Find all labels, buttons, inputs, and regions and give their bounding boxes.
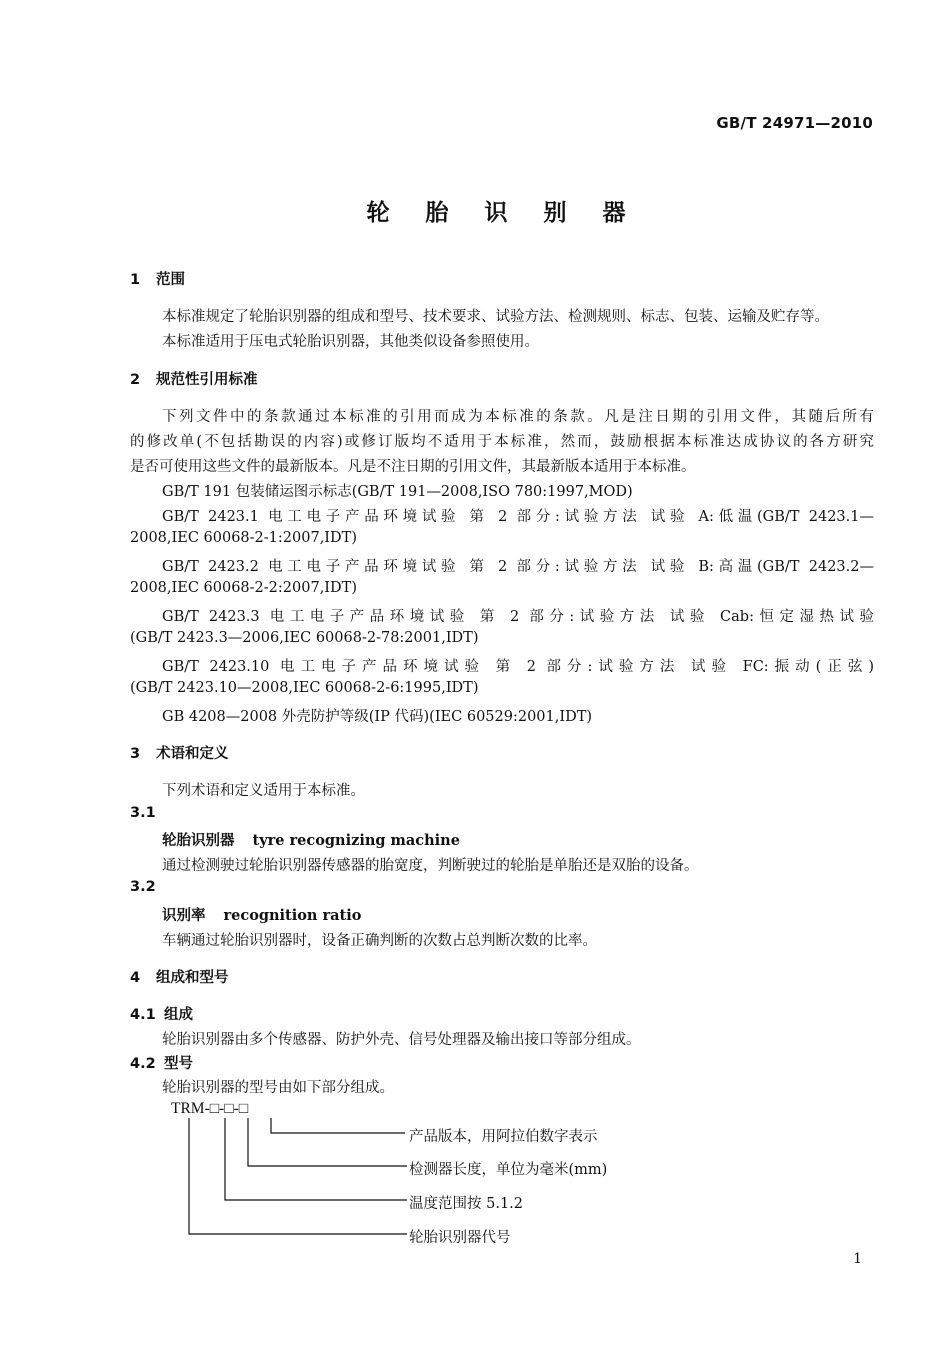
term-english: recognition ratio bbox=[223, 907, 362, 924]
reference-item: GB 4208—2008 外壳防护等级(IP 代码)(IEC 60529:2001,IDT) bbox=[162, 709, 593, 725]
section-2-intro-line-3: 是否可使用这些文件的最新版本。凡是不注日期的引用文件，其最新版本适用于本标准。 bbox=[130, 459, 696, 475]
section-4-2-text: 轮胎识别器的型号由如下部分组成。 bbox=[162, 1080, 394, 1096]
reference-item-cont: 2008,IEC 60068-2-1:2007,IDT) bbox=[130, 530, 357, 546]
term-english: tyre recognizing machine bbox=[252, 832, 460, 849]
model-label-length: 检测器长度，单位为毫米(mm) bbox=[409, 1162, 608, 1178]
term-chinese: 识别率 bbox=[162, 908, 206, 924]
section-title: 规范性引用标准 bbox=[156, 372, 258, 388]
model-label-code: 轮胎识别器代号 bbox=[409, 1230, 511, 1246]
model-label-version: 产品版本，用阿拉伯数字表示 bbox=[409, 1129, 598, 1145]
section-number: 4 bbox=[130, 970, 141, 986]
term-chinese: 轮胎识别器 bbox=[162, 833, 235, 849]
section-number: 4.2 bbox=[130, 1056, 156, 1072]
reference-item: GB/T 2423.10 电工电子产品环境试验 第 2 部分:试验方法 试验 FC:振动(正弦) bbox=[162, 659, 874, 675]
leader-line-code bbox=[189, 1118, 407, 1234]
reference-item-cont: (GB/T 2423.10—2008,IEC 60068-2-6:1995,IDT) bbox=[130, 680, 479, 696]
section-2-intro-line-2: 的修改单(不包括勘误的内容)或修订版均不适用于本标准，然而，鼓励根据本标准达成协议的各方研究 bbox=[130, 434, 874, 450]
section-title: 型号 bbox=[164, 1056, 193, 1072]
leader-line-temperature bbox=[225, 1118, 407, 1200]
page-number: 1 bbox=[853, 1251, 862, 1267]
standard-number: GB/T 24971—2010 bbox=[716, 114, 873, 132]
reference-item: GB/T 2423.3 电工电子产品环境试验 第 2 部分:试验方法 试验 Cab:恒定湿热试验 bbox=[162, 609, 874, 625]
section-title: 组成 bbox=[164, 1007, 193, 1023]
section-title: 组成和型号 bbox=[156, 970, 229, 986]
model-label-temperature: 温度范围按 5.1.2 bbox=[409, 1196, 524, 1212]
reference-item: GB/T 191 包装储运图示标志(GB/T 191—2008,ISO 780:1997,MOD) bbox=[162, 484, 633, 500]
section-number: 3 bbox=[130, 746, 141, 762]
section-4-1-text: 轮胎识别器由多个传感器、防护外壳、信号处理器及输出接口等部分组成。 bbox=[162, 1032, 641, 1048]
leader-line-version bbox=[271, 1118, 405, 1133]
term-3-2-number: 3.2 bbox=[130, 879, 156, 895]
section-number: 2 bbox=[130, 372, 141, 388]
section-2-intro-line-1: 下列文件中的条款通过本标准的引用而成为本标准的条款。凡是注日期的引用文件，其随后所有 bbox=[162, 409, 874, 425]
section-title: 范围 bbox=[156, 272, 185, 288]
model-code: TRM-□-□-□ bbox=[171, 1100, 249, 1117]
page-title: 轮 胎 识 别 器 bbox=[366, 200, 640, 226]
section-3-intro: 下列术语和定义适用于本标准。 bbox=[162, 783, 365, 799]
section-1-para-2: 本标准适用于压电式轮胎识别器，其他类似设备参照使用。 bbox=[162, 334, 539, 350]
section-1-para-1: 本标准规定了轮胎识别器的组成和型号、技术要求、试验方法、检测规则、标志、包装、运输及贮存等。 bbox=[162, 309, 829, 325]
reference-item-cont: (GB/T 2423.3—2006,IEC 60068-2-78:2001,IDT) bbox=[130, 630, 479, 646]
section-number: 1 bbox=[130, 272, 141, 288]
term-3-2-definition: 车辆通过轮胎识别器时，设备正确判断的次数占总判断次数的比率。 bbox=[162, 933, 597, 949]
section-number: 4.1 bbox=[130, 1007, 156, 1023]
reference-item: GB/T 2423.1 电工电子产品环境试验 第 2 部分:试验方法 试验 A:低温(GB/T 2423.1— bbox=[162, 509, 874, 525]
term-3-1-number: 3.1 bbox=[130, 805, 156, 821]
section-title: 术语和定义 bbox=[156, 746, 229, 762]
term-3-1-definition: 通过检测驶过轮胎识别器传感器的胎宽度，判断驶过的轮胎是单胎还是双胎的设备。 bbox=[162, 858, 699, 874]
reference-item-cont: 2008,IEC 60068-2-2:2007,IDT) bbox=[130, 580, 357, 596]
reference-item: GB/T 2423.2 电工电子产品环境试验 第 2 部分:试验方法 试验 B:高温(GB/T 2423.2— bbox=[162, 559, 874, 575]
leader-line-length bbox=[248, 1118, 407, 1166]
